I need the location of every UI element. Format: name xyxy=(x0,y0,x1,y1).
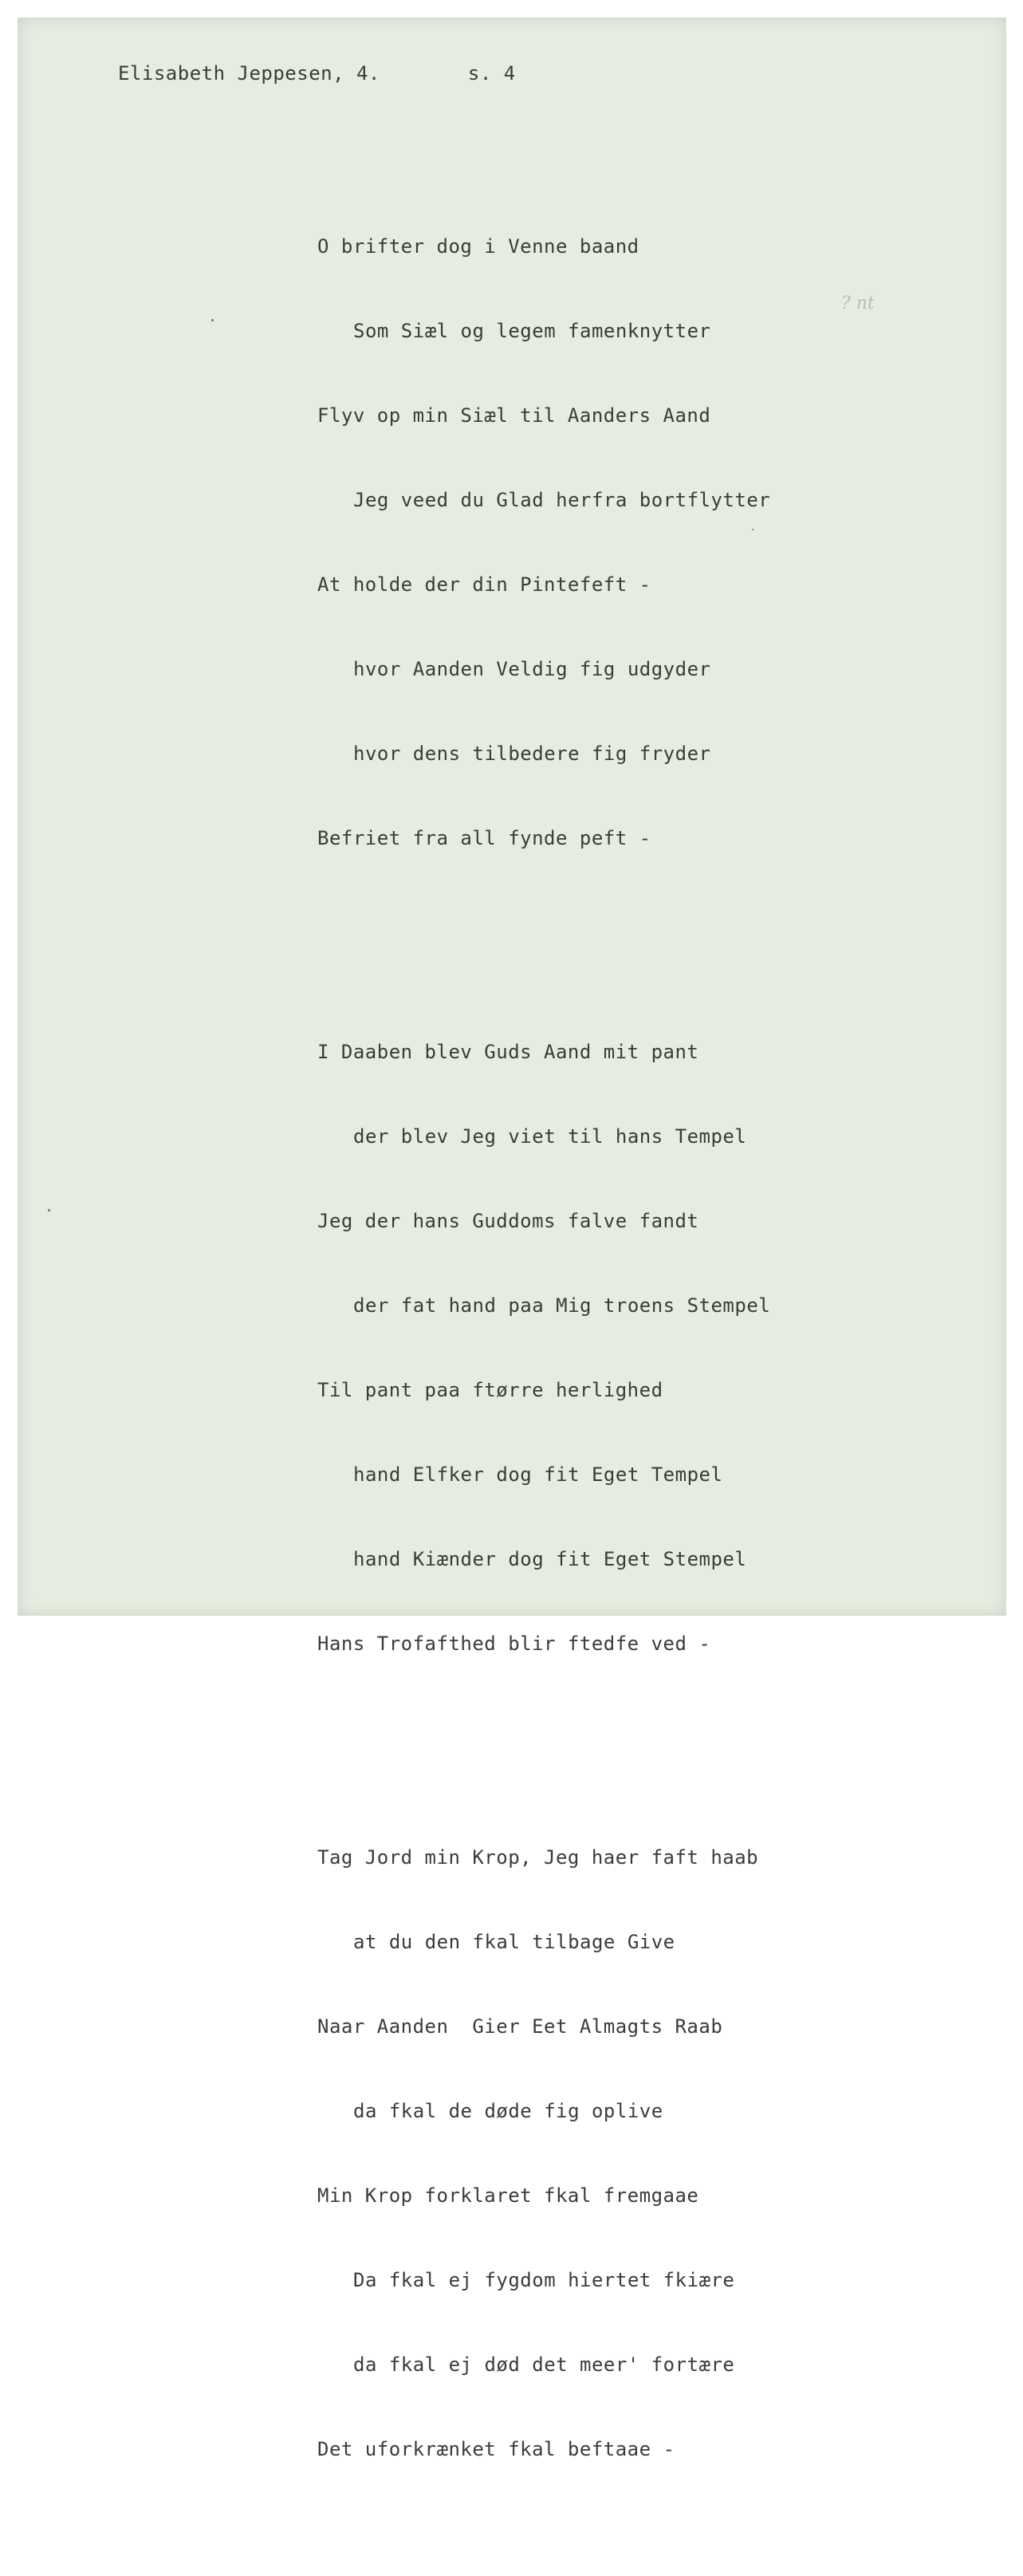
poem-line: Jeg veed du Glad herfra bortflytter xyxy=(353,489,771,511)
poem-line: Da fkal ej fygdom hiertet fkiære xyxy=(353,2269,735,2291)
poem xyxy=(317,137,860,2576)
poem-line: Tag Jord min Krop, Jeg haer faft haab xyxy=(317,1846,759,1869)
poem-line: Naar Aanden Gier Eet Almagts Raab xyxy=(317,2015,723,2038)
poem-line: Til pant paa ftørre herlighed xyxy=(317,1379,663,1401)
poem-line: Befriet fra all fynde peft - xyxy=(317,827,651,849)
poem-line: Som Siæl og legem famenknytter xyxy=(353,320,711,342)
document-header xyxy=(118,62,516,85)
poem-line: der fat hand paa Mig troens Stempel xyxy=(353,1294,771,1317)
poem-line: hand Elfker dog fit Eget Tempel xyxy=(353,1463,723,1486)
poem-line: Jeg der hans Guddoms falve fandt xyxy=(317,1210,699,1232)
stanza-2 xyxy=(317,987,860,1708)
poem-line: Det uforkrænket fkal beftaae - xyxy=(317,2438,675,2460)
paper-speck xyxy=(752,529,753,530)
stanza-3 xyxy=(317,1793,860,2514)
poem-line: hvor Aanden Veldig fig udgyder xyxy=(353,658,711,680)
poem-line: der blev Jeg viet til hans Tempel xyxy=(353,1125,747,1148)
poem-line: hvor dens tilbedere fig fryder xyxy=(353,742,711,765)
poem-line: At holde der din Pintefeft - xyxy=(317,573,651,596)
poem-line: da fkal de døde fig oplive xyxy=(353,2100,663,2122)
author-line: Elisabeth Jeppesen, 4. xyxy=(118,62,380,85)
poem-line: O brifter dog i Venne baand xyxy=(317,235,639,258)
margin-annotation: ? nt xyxy=(841,293,875,313)
paper-speck xyxy=(48,1209,50,1211)
poem-line: at du den fkal tilbage Give xyxy=(353,1931,675,1953)
poem-line: Min Krop forklaret fkal fremgaae xyxy=(317,2184,699,2207)
poem-line: hand Kiænder dog fit Eget Stempel xyxy=(353,1548,747,1570)
poem-line: da fkal ej død det meer' fortære xyxy=(353,2353,735,2376)
poem-line: Hans Trofafthed blir ftedfe ved - xyxy=(317,1633,711,1655)
stanza-1 xyxy=(317,182,860,903)
poem-line: Flyv op min Siæl til Aanders Aand xyxy=(317,404,711,427)
page-reference: s. 4 xyxy=(467,62,516,85)
paper-speck xyxy=(211,319,214,321)
poem-line: I Daaben blev Guds Aand mit pant xyxy=(317,1041,699,1063)
